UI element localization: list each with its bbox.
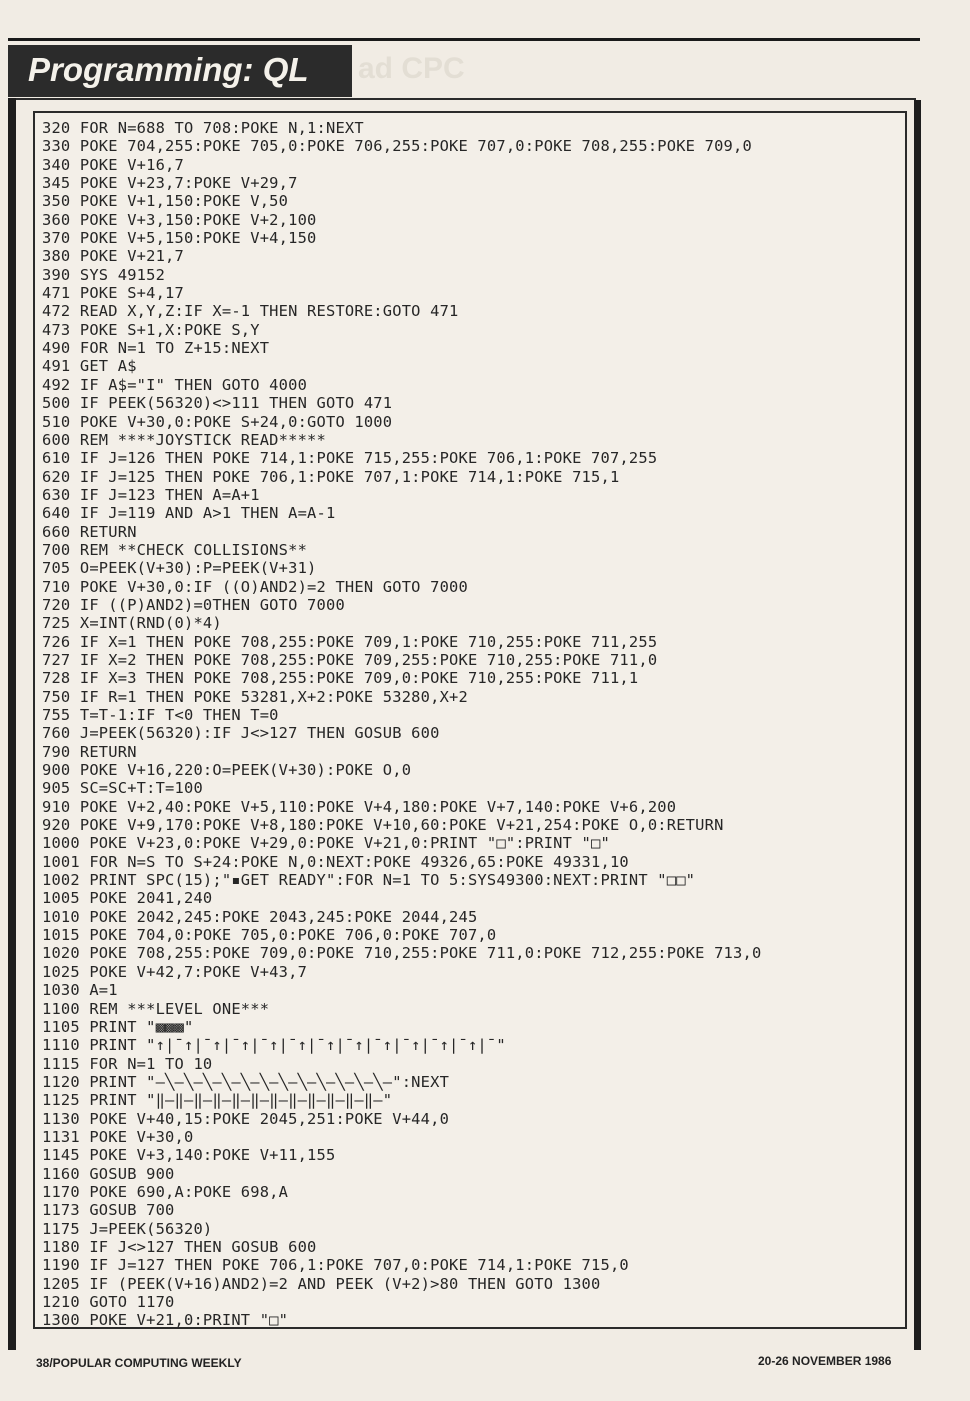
- code-line: 750 IF R=1 THEN POKE 53281,X+2:POKE 53280,X+2: [42, 687, 468, 706]
- code-line: 360 POKE V+3,150:POKE V+2,100: [42, 210, 317, 229]
- code-line: 380 POKE V+21,7: [42, 247, 184, 266]
- code-line: 1000 POKE V+23,0:POKE V+29,0:POKE V+21,0:PRINT "□":PRINT "□": [42, 834, 610, 853]
- top-rule: [8, 38, 920, 41]
- code-line: 1115 FOR N=1 TO 10: [42, 1054, 213, 1073]
- code-line: 600 REM ****JOYSTICK READ*****: [42, 430, 326, 449]
- code-line: 727 IF X=2 THEN POKE 708,255:POKE 709,255:POKE 710,255:POKE 711,0: [42, 650, 658, 669]
- code-line: 1005 POKE 2041,240: [42, 889, 213, 908]
- code-line: 640 IF J=119 AND A>1 THEN A=A-1: [42, 504, 336, 523]
- code-line: 660 RETURN: [42, 522, 137, 541]
- code-line: 492 IF A$="I" THEN GOTO 4000: [42, 375, 308, 394]
- code-line: 345 POKE V+23,7:POKE V+29,7: [42, 174, 298, 193]
- left-border-bar: [8, 98, 16, 1350]
- code-line: 725 X=INT(RND(0)*4): [42, 614, 222, 633]
- code-line: 1010 POKE 2042,245:POKE 2043,245:POKE 2044,245: [42, 907, 478, 926]
- page-number-label: 38/POPULAR COMPUTING WEEKLY: [36, 1356, 242, 1370]
- code-line: 1120 PRINT "–╲–╲–╲–╲–╲–╲–╲–╲–╲–╲–╲–╲–":NEXT: [42, 1072, 450, 1091]
- code-line: 1173 GOSUB 700: [42, 1201, 175, 1220]
- right-border-bar: [914, 100, 921, 1350]
- code-line: 1001 FOR N=S TO S+24:POKE N,0:NEXT:POKE 49326,65:POKE 49331,10: [42, 852, 629, 871]
- code-line: 1105 PRINT "▩▩▩": [42, 1017, 194, 1036]
- code-line: 1125 PRINT "‖–‖–‖–‖–‖–‖–‖–‖–‖–‖–‖–‖–": [42, 1091, 393, 1110]
- code-line: 1205 IF (PEEK(V+16)AND2)=2 AND PEEK (V+2)>80 THEN GOTO 1300: [42, 1274, 601, 1293]
- code-line: 700 REM **CHECK COLLISIONS**: [42, 540, 308, 559]
- issue-date: 20-26 NOVEMBER 1986: [758, 1354, 892, 1368]
- code-line: 491 GET A$: [42, 357, 137, 376]
- code-line: 760 J=PEEK(56320):IF J<>127 THEN GOSUB 600: [42, 724, 440, 743]
- code-line: 1300 POKE V+21,0:PRINT "□": [42, 1311, 289, 1329]
- code-line: 905 SC=SC+T:T=100: [42, 779, 203, 798]
- code-line: 1030 A=1: [42, 981, 118, 1000]
- code-line: 471 POKE S+4,17: [42, 284, 184, 303]
- code-line: 1160 GOSUB 900: [42, 1164, 175, 1183]
- code-line: 340 POKE V+16,7: [42, 155, 184, 174]
- code-line: 620 IF J=125 THEN POKE 706,1:POKE 707,1:POKE 714,1:POKE 715,1: [42, 467, 620, 486]
- code-line: 630 IF J=123 THEN A=A+1: [42, 485, 260, 504]
- code-line: 1025 POKE V+42,7:POKE V+43,7: [42, 962, 308, 981]
- code-line: 1130 POKE V+40,15:POKE 2045,251:POKE V+44,0: [42, 1109, 450, 1128]
- code-line: 1100 REM ***LEVEL ONE***: [42, 999, 270, 1018]
- code-line: 1170 POKE 690,A:POKE 698,A: [42, 1182, 289, 1201]
- code-line: 790 RETURN: [42, 742, 137, 761]
- code-line: 755 T=T-1:IF T<0 THEN T=0: [42, 706, 279, 724]
- code-line: 1180 IF J<>127 THEN GOSUB 600: [42, 1237, 317, 1256]
- code-line: 1175 J=PEEK(56320): [42, 1219, 213, 1238]
- code-line: 1110 PRINT "↑|¯↑|¯↑|¯↑|¯↑|¯↑|¯↑|¯↑|¯↑|¯↑|¯↑|¯↑|¯": [42, 1036, 506, 1055]
- code-line: 500 IF PEEK(56320)<>111 THEN GOTO 471: [42, 394, 393, 413]
- code-listing-box: [33, 111, 907, 1329]
- code-line: 705 O=PEEK(V+30):P=PEEK(V+31): [42, 559, 317, 578]
- code-line: 1020 POKE 708,255:POKE 709,0:POKE 710,255:POKE 711,0:POKE 712,255:POKE 713,0: [42, 944, 762, 963]
- code-line: 720 IF ((P)AND2)=0THEN GOTO 7000: [42, 595, 345, 614]
- code-line: 1190 IF J=127 THEN POKE 706,1:POKE 707,0:POKE 714,1:POKE 715,0: [42, 1256, 629, 1275]
- code-line: 1210 GOTO 1170: [42, 1293, 175, 1311]
- code-line: 710 POKE V+30,0:IF ((O)AND2)=2 THEN GOTO 7000: [42, 577, 468, 596]
- code-line: 728 IF X=3 THEN POKE 708,255:POKE 709,0:POKE 710,255:POKE 711,1: [42, 669, 639, 688]
- code-line: 1131 POKE V+30,0: [42, 1127, 194, 1146]
- code-line: 1002 PRINT SPC(15);"▪GET READY":FOR N=1 TO 5:SYS49300:NEXT:PRINT "□□": [42, 871, 696, 890]
- code-line: 490 FOR N=1 TO Z+15:NEXT: [42, 339, 270, 358]
- code-line: 900 POKE V+16,220:O=PEEK(V+30):POKE O,0: [42, 761, 412, 780]
- code-line: 370 POKE V+5,150:POKE V+4,150: [42, 229, 317, 248]
- code-line: 910 POKE V+2,40:POKE V+5,110:POKE V+4,180:POKE V+7,140:POKE V+6,200: [42, 797, 677, 816]
- section-title: Programming: QL: [28, 51, 309, 88]
- code-listing: [42, 119, 761, 1329]
- code-line: 390 SYS 49152: [42, 265, 166, 284]
- code-line: 350 POKE V+1,150:POKE V,50: [42, 192, 289, 211]
- code-line: 920 POKE V+9,170:POKE V+8,180:POKE V+10,60:POKE V+21,254:POKE O,0:RETURN: [42, 816, 724, 835]
- code-line: 472 READ X,Y,Z:IF X=-1 THEN RESTORE:GOTO 471: [42, 302, 459, 321]
- code-line: 610 IF J=126 THEN POKE 714,1:POKE 715,255:POKE 706,1:POKE 707,255: [42, 449, 658, 468]
- code-line: 1015 POKE 704,0:POKE 705,0:POKE 706,0:POKE 707,0: [42, 926, 497, 945]
- code-line: 1145 POKE V+3,140:POKE V+11,155: [42, 1146, 336, 1165]
- header-underline: [8, 98, 916, 100]
- code-line: 320 FOR N=688 TO 708:POKE N,1:NEXT: [42, 119, 364, 137]
- code-line: 726 IF X=1 THEN POKE 708,255:POKE 709,1:POKE 710,255:POKE 711,255: [42, 632, 658, 651]
- code-line: 330 POKE 704,255:POKE 705,0:POKE 706,255:POKE 707,0:POKE 708,255:POKE 709,0: [42, 137, 752, 156]
- code-line: 473 POKE S+1,X:POKE S,Y: [42, 320, 260, 339]
- bleed-through-text: ad CPC: [358, 52, 465, 85]
- code-line: 510 POKE V+30,0:POKE S+24,0:GOTO 1000: [42, 412, 393, 431]
